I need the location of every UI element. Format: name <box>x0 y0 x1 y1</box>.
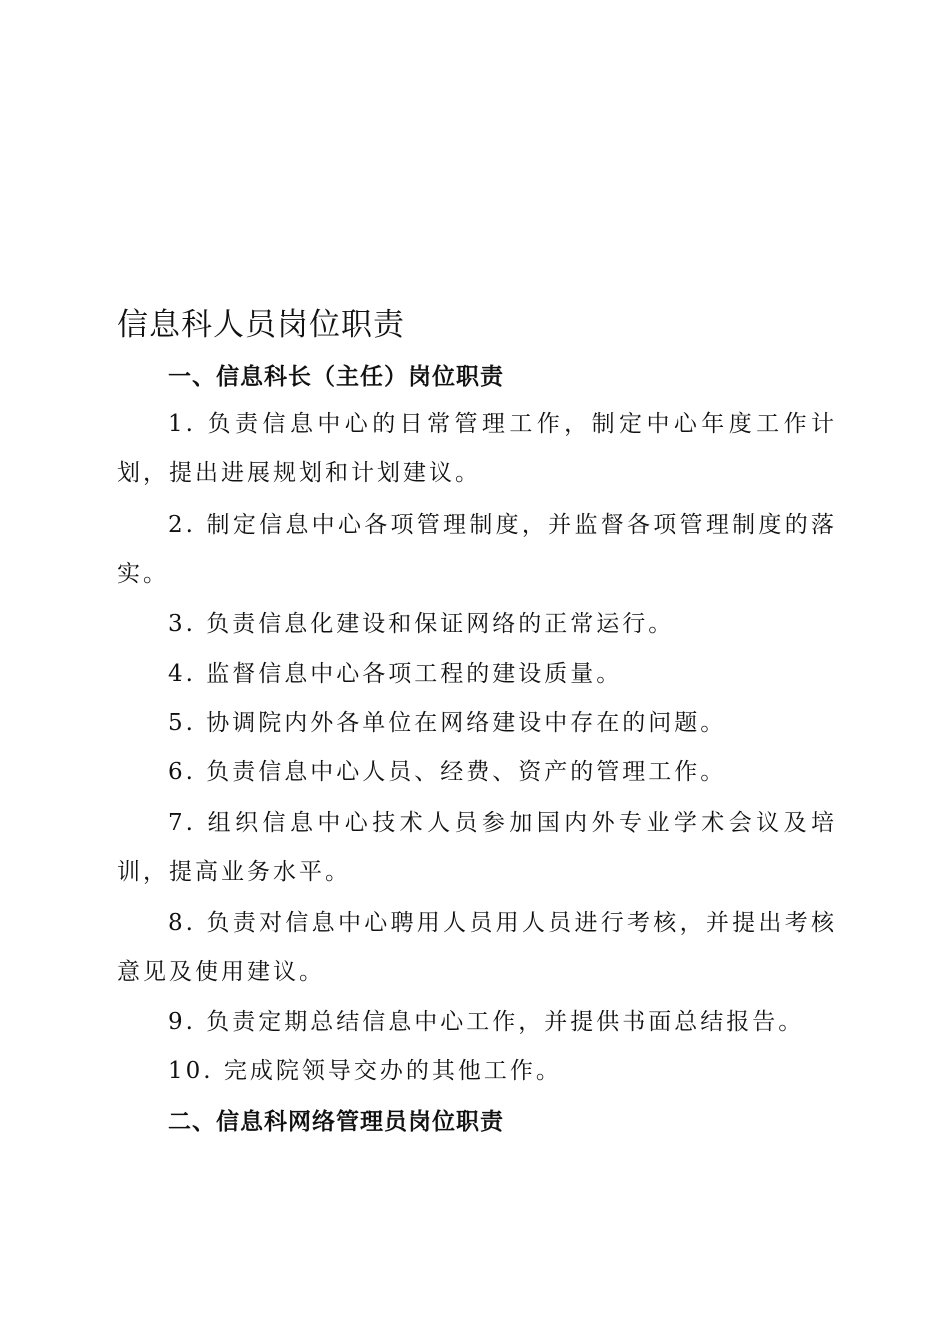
duty-item-10: 10. 完成院领导交办的其他工作。 <box>168 1058 562 1084</box>
duty-item-1: 1. 负责信息中心的日常管理工作，制定中心年度工作计划，提出进展规划和计划建议。 <box>117 411 837 486</box>
duty-item-9: 9. 负责定期总结信息中心工作，并提供书面总结报告。 <box>168 1009 805 1035</box>
duty-item-2: 2. 制定信息中心各项管理制度，并监督各项管理制度的落实。 <box>117 512 837 587</box>
section-heading-2: 二、信息科网络管理员岗位职责 <box>168 1108 504 1135</box>
duty-item-8: 8. 负责对信息中心聘用人员用人员进行考核，并提出考核意见及使用建议。 <box>117 910 837 985</box>
section-heading-1: 一、信息科长（主任）岗位职责 <box>168 363 504 390</box>
duty-item-6: 6. 负责信息中心人员、经费、资产的管理工作。 <box>168 759 727 785</box>
duty-item-3: 3. 负责信息化建设和保证网络的正常运行。 <box>168 611 675 637</box>
duty-item-7: 7. 组织信息中心技术人员参加国内外专业学术会议及培训，提高业务水平。 <box>117 810 837 885</box>
duty-item-4: 4. 监督信息中心各项工程的建设质量。 <box>168 661 623 687</box>
document-title: 信息科人员岗位职责 <box>117 307 405 343</box>
duty-item-5: 5. 协调院内外各单位在网络建设中存在的问题。 <box>168 710 727 736</box>
